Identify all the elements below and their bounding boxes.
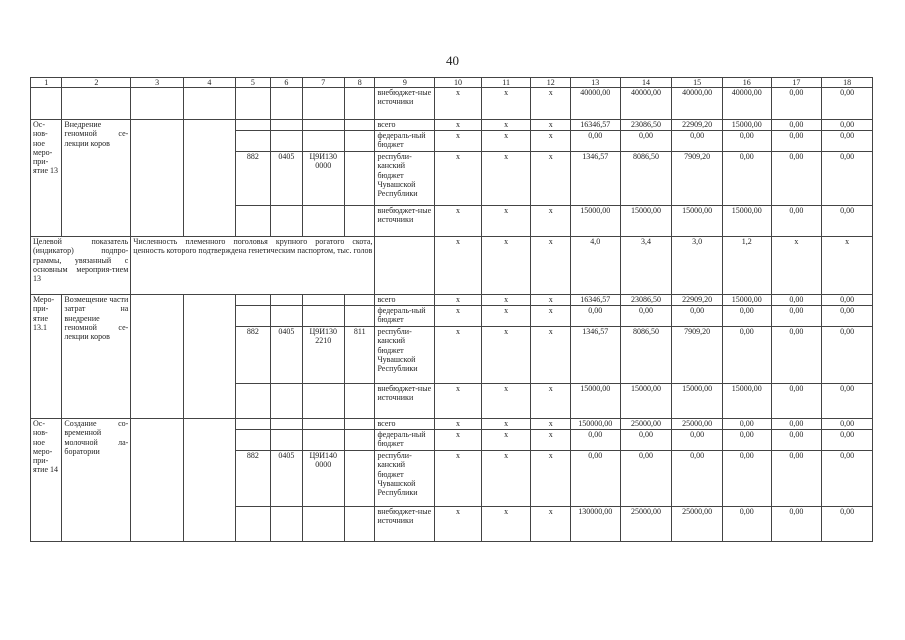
event-type-cell: Меро-при-ятие 13.1 bbox=[31, 295, 62, 419]
value-cell: 0,00 bbox=[822, 88, 873, 120]
value-cell: 0,00 bbox=[620, 430, 672, 451]
value-cell: 3,0 bbox=[672, 237, 723, 295]
value-cell: 8086,50 bbox=[620, 327, 672, 384]
col-header: 15 bbox=[672, 78, 723, 88]
value-cell: x bbox=[435, 451, 482, 507]
value-cell: 0,00 bbox=[722, 451, 771, 507]
source-cell: федераль-ный бюджет bbox=[375, 430, 435, 451]
value-cell: x bbox=[481, 507, 531, 542]
source-cell: внебюджет-ные источники bbox=[375, 206, 435, 237]
source-cell: республи-канский бюджет Чувашской Республики bbox=[375, 327, 435, 384]
value-cell: x bbox=[822, 237, 873, 295]
value-cell: x bbox=[435, 131, 482, 152]
value-cell: 7909,20 bbox=[672, 327, 723, 384]
value-cell: 1,2 bbox=[722, 237, 771, 295]
value-cell: x bbox=[481, 237, 531, 295]
source-cell: внебюджет-ные источники bbox=[375, 507, 435, 542]
value-cell: 0,00 bbox=[771, 451, 822, 507]
value-cell: 25000,00 bbox=[672, 419, 723, 430]
value-cell: 0,00 bbox=[771, 306, 822, 327]
value-cell: x bbox=[531, 507, 571, 542]
value-cell: 40000,00 bbox=[672, 88, 723, 120]
target-article-code: Ц9И130 0000 bbox=[302, 152, 345, 206]
value-cell: 0,00 bbox=[822, 327, 873, 384]
col-header: 13 bbox=[570, 78, 620, 88]
col-header: 2 bbox=[62, 78, 131, 88]
value-cell: 0,00 bbox=[771, 120, 822, 131]
value-cell: 0,00 bbox=[822, 419, 873, 430]
col-header: 16 bbox=[722, 78, 771, 88]
value-cell: 0,00 bbox=[722, 131, 771, 152]
section-code: 0405 bbox=[271, 152, 302, 206]
col-header: 8 bbox=[345, 78, 375, 88]
col-header: 4 bbox=[183, 78, 235, 88]
col-header: 12 bbox=[531, 78, 571, 88]
value-cell: 0,00 bbox=[771, 88, 822, 120]
value-cell: 15000,00 bbox=[722, 295, 771, 306]
value-cell: 15000,00 bbox=[672, 384, 723, 419]
value-cell: x bbox=[531, 237, 571, 295]
value-cell: 40000,00 bbox=[570, 88, 620, 120]
value-cell: 15000,00 bbox=[570, 206, 620, 237]
event-type-cell: Ос-нов-ное меро-при-ятие 14 bbox=[31, 419, 62, 542]
value-cell: 0,00 bbox=[771, 131, 822, 152]
section-code: 0405 bbox=[271, 451, 302, 507]
value-cell: x bbox=[435, 152, 482, 206]
value-cell: 0,00 bbox=[672, 306, 723, 327]
value-cell: 25000,00 bbox=[672, 507, 723, 542]
value-cell: x bbox=[481, 419, 531, 430]
expense-type-code bbox=[345, 451, 375, 507]
source-cell: республи-канский бюджет Чувашской Республики bbox=[375, 152, 435, 206]
value-cell: 0,00 bbox=[771, 327, 822, 384]
indicator-row bbox=[31, 237, 873, 295]
col-header: 17 bbox=[771, 78, 822, 88]
value-cell: 0,00 bbox=[822, 152, 873, 206]
value-cell: x bbox=[531, 206, 571, 237]
value-cell: x bbox=[531, 384, 571, 419]
value-cell: x bbox=[435, 295, 482, 306]
col-header: 14 bbox=[620, 78, 672, 88]
value-cell: x bbox=[435, 430, 482, 451]
value-cell: 16346,57 bbox=[570, 295, 620, 306]
value-cell: 25000,00 bbox=[620, 419, 672, 430]
value-cell: 0,00 bbox=[722, 430, 771, 451]
value-cell: 0,00 bbox=[822, 306, 873, 327]
value-cell: 0,00 bbox=[771, 152, 822, 206]
target-article-code: Ц9И140 0000 bbox=[302, 451, 345, 507]
value-cell: 0,00 bbox=[722, 306, 771, 327]
value-cell: 0,00 bbox=[672, 131, 723, 152]
value-cell: 0,00 bbox=[620, 451, 672, 507]
value-cell: 0,00 bbox=[822, 131, 873, 152]
source-cell: всего bbox=[375, 419, 435, 430]
value-cell: 40000,00 bbox=[620, 88, 672, 120]
value-cell: 0,00 bbox=[771, 507, 822, 542]
value-cell: x bbox=[481, 430, 531, 451]
expense-type-code: 811 bbox=[345, 327, 375, 384]
value-cell: 0,00 bbox=[771, 384, 822, 419]
value-cell: x bbox=[531, 306, 571, 327]
value-cell: 0,00 bbox=[771, 419, 822, 430]
value-cell: 0,00 bbox=[570, 451, 620, 507]
value-cell: x bbox=[435, 206, 482, 237]
value-cell: x bbox=[481, 152, 531, 206]
value-cell: 130000,00 bbox=[570, 507, 620, 542]
grbs-code: 882 bbox=[235, 451, 270, 507]
value-cell: x bbox=[771, 237, 822, 295]
value-cell: 0,00 bbox=[570, 430, 620, 451]
value-cell: 0,00 bbox=[822, 384, 873, 419]
value-cell: x bbox=[481, 88, 531, 120]
event-type-cell: Ос-нов-ное меро-при-ятие 13 bbox=[31, 120, 62, 237]
value-cell: 3,4 bbox=[620, 237, 672, 295]
col-header: 10 bbox=[435, 78, 482, 88]
value-cell: 1346,57 bbox=[570, 152, 620, 206]
event-name-cell: Внедрение геномной се-лекции коров bbox=[62, 120, 131, 237]
value-cell: 0,00 bbox=[672, 451, 723, 507]
value-cell: 0,00 bbox=[771, 295, 822, 306]
value-cell: 40000,00 bbox=[722, 88, 771, 120]
indicator-text: Численность племенного поголовья крупного рогатого скота, ценность которого подтверждена генетическим паспортом, тыс. голов bbox=[131, 237, 375, 295]
value-cell: x bbox=[481, 120, 531, 131]
table-row bbox=[31, 88, 873, 120]
col-header: 1 bbox=[31, 78, 62, 88]
value-cell: x bbox=[435, 384, 482, 419]
source-cell: федераль-ный бюджет bbox=[375, 306, 435, 327]
source-cell: внебюджет-ные источники bbox=[375, 384, 435, 419]
value-cell: x bbox=[531, 327, 571, 384]
value-cell: x bbox=[481, 327, 531, 384]
event-name-cell: Возмещение части затрат на внедрение геномной се-лекции коров bbox=[62, 295, 131, 419]
value-cell: x bbox=[481, 384, 531, 419]
value-cell: x bbox=[481, 206, 531, 237]
value-cell: 0,00 bbox=[722, 419, 771, 430]
value-cell: x bbox=[531, 295, 571, 306]
value-cell: 0,00 bbox=[771, 206, 822, 237]
event-name-cell: Создание со-временной молочной ла-боратории bbox=[62, 419, 131, 542]
value-cell: x bbox=[531, 152, 571, 206]
value-cell: 150000,00 bbox=[570, 419, 620, 430]
value-cell: x bbox=[531, 419, 571, 430]
value-cell: x bbox=[531, 451, 571, 507]
value-cell: 8086,50 bbox=[620, 152, 672, 206]
col-header: 3 bbox=[131, 78, 184, 88]
col-header: 9 bbox=[375, 78, 435, 88]
value-cell: 0,00 bbox=[771, 430, 822, 451]
col-header: 11 bbox=[481, 78, 531, 88]
value-cell: 15000,00 bbox=[722, 120, 771, 131]
value-cell: 22909,20 bbox=[672, 120, 723, 131]
value-cell: x bbox=[435, 306, 482, 327]
value-cell: 0,00 bbox=[822, 507, 873, 542]
value-cell: 15000,00 bbox=[620, 384, 672, 419]
value-cell: 15000,00 bbox=[620, 206, 672, 237]
source-cell: федераль-ный бюджет bbox=[375, 131, 435, 152]
value-cell: x bbox=[531, 88, 571, 120]
value-cell: 16346,57 bbox=[570, 120, 620, 131]
indicator-label: Целевой показатель (индикатор) подпро-граммы, увязанный с основным мероприя-тием 13 bbox=[31, 237, 131, 295]
value-cell: 25000,00 bbox=[620, 507, 672, 542]
value-cell: 0,00 bbox=[722, 152, 771, 206]
value-cell: 15000,00 bbox=[722, 384, 771, 419]
value-cell: x bbox=[481, 295, 531, 306]
value-cell: x bbox=[435, 88, 482, 120]
table-row bbox=[31, 120, 873, 131]
budget-table bbox=[30, 77, 873, 542]
value-cell: 23086,50 bbox=[620, 295, 672, 306]
table-row bbox=[31, 295, 873, 306]
value-cell: x bbox=[435, 419, 482, 430]
value-cell: 7909,20 bbox=[672, 152, 723, 206]
value-cell: 0,00 bbox=[822, 120, 873, 131]
value-cell: 0,00 bbox=[822, 206, 873, 237]
value-cell: 0,00 bbox=[620, 306, 672, 327]
header-row bbox=[31, 78, 873, 88]
value-cell: 0,00 bbox=[722, 327, 771, 384]
value-cell: 15000,00 bbox=[570, 384, 620, 419]
col-header: 6 bbox=[271, 78, 302, 88]
value-cell: 0,00 bbox=[722, 507, 771, 542]
value-cell: x bbox=[481, 451, 531, 507]
value-cell: 1346,57 bbox=[570, 327, 620, 384]
value-cell: 0,00 bbox=[822, 295, 873, 306]
col-header: 7 bbox=[302, 78, 345, 88]
value-cell: 22909,20 bbox=[672, 295, 723, 306]
table-row bbox=[31, 419, 873, 430]
value-cell: 23086,50 bbox=[620, 120, 672, 131]
value-cell: 15000,00 bbox=[722, 206, 771, 237]
source-cell: республи-канский бюджет Чувашской Республики bbox=[375, 451, 435, 507]
section-code: 0405 bbox=[271, 327, 302, 384]
value-cell: x bbox=[435, 120, 482, 131]
value-cell: 0,00 bbox=[570, 306, 620, 327]
grbs-code: 882 bbox=[235, 152, 270, 206]
source-cell: всего bbox=[375, 120, 435, 131]
value-cell: 0,00 bbox=[672, 430, 723, 451]
value-cell: 0,00 bbox=[822, 451, 873, 507]
value-cell: x bbox=[435, 327, 482, 384]
value-cell: x bbox=[481, 306, 531, 327]
value-cell: x bbox=[481, 131, 531, 152]
value-cell: 0,00 bbox=[822, 430, 873, 451]
grbs-code: 882 bbox=[235, 327, 270, 384]
value-cell: x bbox=[531, 131, 571, 152]
col-header: 18 bbox=[822, 78, 873, 88]
col-header: 5 bbox=[235, 78, 270, 88]
value-cell: 0,00 bbox=[620, 131, 672, 152]
target-article-code: Ц9И130 2210 bbox=[302, 327, 345, 384]
source-cell: внебюджет-ные источники bbox=[375, 88, 435, 120]
value-cell: x bbox=[435, 507, 482, 542]
expense-type-code bbox=[345, 152, 375, 206]
page-number: 40 bbox=[446, 53, 459, 68]
value-cell: 0,00 bbox=[570, 131, 620, 152]
value-cell: 4,0 bbox=[570, 237, 620, 295]
value-cell: x bbox=[531, 430, 571, 451]
value-cell: x bbox=[435, 237, 482, 295]
value-cell: 15000,00 bbox=[672, 206, 723, 237]
value-cell: x bbox=[531, 120, 571, 131]
source-cell: всего bbox=[375, 295, 435, 306]
